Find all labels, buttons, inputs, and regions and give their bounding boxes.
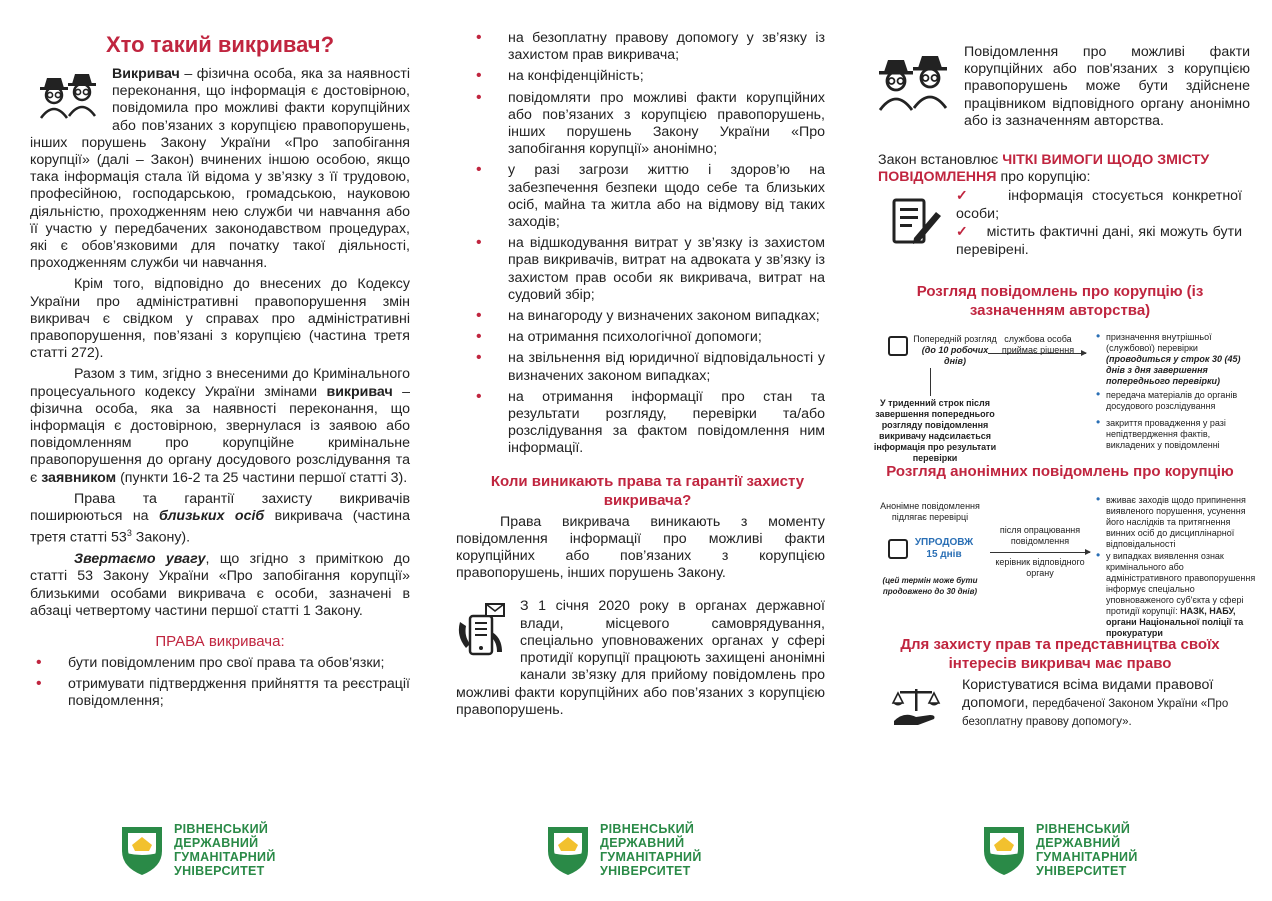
phone-mail-icon [456,602,506,669]
flow2-arrow-bottom: керівник відповідного органу [995,557,1085,579]
channels-paragraph [456,598,825,718]
protect-text-a: Користуватися всіма видами правової допомоги, [962,677,1214,711]
kpk-text-b: – фізична особа, яка за наявності переконання, що інформація є достовірною, звернулася із заявою або повідомленням про корупційне кримінальне правопорушення до органу досудового розслідування та є [30,383,410,486]
university-emblem-icon [544,823,592,877]
flow1-bullet-1 [1096,332,1256,387]
flow1-bullet-1-note: (проводиться у строк 30 (45) днів з дня завершення попереднього перевірки) [1106,354,1241,387]
definition-paragraph [30,66,410,272]
logo-line-4: УНІВЕРСИТЕТ [600,864,691,878]
university-logo-3 [980,822,1138,878]
flow1-arrow-down [930,368,931,396]
logo-line-1: РІВНЕНСЬКИЙ [600,822,695,836]
list-item: • на безоплатну правову допомогу у зв’язку із захистом прав викривача; [470,30,825,64]
calendar-icon [888,539,908,559]
column-1 [30,0,410,901]
kpk-text-c: (пункти 16-2 та 25 частини першої статті 3). [116,469,408,486]
list-item: • повідомляти про можливі факти корупційних або пов’язаних з корупцією правопорушень, інших порушень Закону України «Про запобігання корупції» анонімно; [470,90,825,159]
calendar-icon [888,336,908,356]
list-item: • на винагороду у визначених законом випадках; [470,308,825,325]
check-icon: ✓ [956,188,973,205]
requirements-block [870,188,1250,258]
flow1-box1-title: Попередній розгляд [913,334,997,345]
rights-list-2 [470,30,825,458]
logo-line-3: ГУМАНІТАРНИЙ [1036,850,1138,864]
logo-line-4: УНІВЕРСИТЕТ [1036,864,1127,878]
anonymous-paragraph [870,44,1250,130]
requirement-1 [956,188,1242,222]
university-name [1036,822,1138,878]
requirements-intro [870,152,1250,186]
logo-line-1: РІВНЕНСЬКИЙ [1036,822,1131,836]
rights-list-1 [30,655,410,711]
flow2-bullet-1: • вживає заходів щодо припинення виявленого порушення, усунення його наслідків та притягнення винних осіб до дисциплінарної відповідальності [1096,495,1256,550]
flow1-arrow-label: службова особа приймає рішення [1001,334,1075,356]
flow2-arrow-top: після опрацювання повідомлення [999,525,1081,547]
when-text: Права викривача виникають з моменту повідомлення інформації про можливі факти корупційних або пов’язаних з корупцією правопорушень, інших порушень Закону. [456,513,825,582]
kpk-text-a: Разом з тим, згідно з внесеними до Кримінального процесуального кодексу України змінами [30,366,410,400]
logo-line-4: УНІВЕРСИТЕТ [174,864,265,878]
column-3 [870,0,1256,901]
list-item: • на звільнення від юридичної відповідальності у визначених законом випадках; [470,350,825,384]
flow1-title: Розгляд повідомлень про корупцію (із зазначенням авторства) [916,283,1204,320]
flow2-note: (цей термін може бути продовжено до 30 днів) [882,576,978,597]
definition-term: Викривач [112,66,180,82]
university-name [600,822,702,878]
check-icon: ✓ [956,224,969,241]
flow2-top-text: Анонімне повідомлення підлягає перевірці [880,501,980,523]
law-text-b: про корупцію: [996,169,1091,186]
law-red-text: ЧІТКІ ВИМОГИ ЩОДО ЗМІСТУ ПОВІДОМЛЕННЯ [878,152,1210,186]
logo-line-3: ГУМАНІТАРНИЙ [174,850,276,864]
flow1-diagram [870,330,1250,464]
rights-title: ПРАВА викривача: [155,633,285,651]
list-item: • отримувати підтвердження прийняття та реєстрації повідомлення; [30,676,410,710]
flow1-down-text: У триденний строк після завершення попереднього розгляду повідомлення викривачу надсилається інформація про результати перевірки [873,398,997,464]
paragraph-koap: Крім того, відповідно до внесених до Кодексу України про адміністративні правопорушення змін викривач є свідком у справах про адміністративні правопорушення, пов’язані з корупцією (частина третя статті 272). [30,276,410,362]
requirement-2 [956,224,1242,258]
channels-text: З 1 січня 2020 року в органах державної влади, місцевого самоврядування, спеціально уповноважених органах у сфері протидії корупції працюють захищені анонімні канали зв’язку для прийому повідомлень про можливі факти корупційних або пов’язаних з корупцією правопорушень. [456,598,825,718]
logo-line-1: РІВНЕНСЬКИЙ [174,822,269,836]
university-emblem-icon [118,823,166,877]
list-item: • на конфіденційність; [470,68,825,85]
requirement-2-text: містить фактичні дані, які можуть бути перевірені. [956,224,1243,258]
protect-block [870,677,1250,737]
close-text-b: викривача (частина третя статті 53 [30,508,410,547]
flow1-box1-term: (до 10 робочих днів) [921,345,989,367]
detectives-icon [876,50,950,117]
university-logo-2 [544,822,702,878]
paragraph-kpk [30,366,410,486]
flow2-term-b: 15 днів [926,549,962,561]
paragraph-close-persons [30,491,410,547]
document-pen-icon [890,194,946,255]
kpk-term-applicant: заявником [41,469,117,486]
protect-text [962,677,1244,731]
list-item: • на отримання психологічної допомоги; [470,329,825,346]
page-title: Хто такий викривач? [105,32,335,57]
flow1-bullet-2: • передача матеріалів до органів досудового розслідування [1096,390,1256,412]
logo-line-2: ДЕРЖАВНИЙ [174,836,259,850]
justice-scales-icon [890,685,942,738]
flow1-bullet-1-text: призначення внутрішньої (службової) перевірки [1106,332,1212,354]
kpk-term: викривач [326,383,393,400]
attention-term: Звертаємо увагу [74,551,206,568]
close-term: близьких осіб [158,508,265,525]
list-item: • на відшкодування витрат у зв’язку із захистом прав викривачів, витрат на адвоката у зв’язку із захистом прав особи як викривача, витрат на судовий збір; [470,235,825,304]
close-text-a: Права та гарантії захисту викривачів поширюються на [30,490,410,525]
flow2-bullet-2-text: у випадках виявлення ознак кримінального або адміністративного правопорушення інформує спеціально уповноваженого суб'єкта у сфері протидії корупції: [1106,551,1256,617]
logo-line-2: ДЕРЖАВНИЙ [600,836,685,850]
law-text-a: Закон встановлює [878,152,1003,169]
close-text-c: Закону). [131,530,191,547]
list-item: • у разі загрози життю і здоров’ю на забезпечення безпеки щодо себе та близьких осіб, майна та житла або на відмову від таких заходів; [470,162,825,231]
flow2-title: Розгляд анонімних повідомлень про корупцію [886,463,1234,481]
flow1-bullet-3: • закриття провадження у разі непідтвердження фактів, викладених у повідомленні [1096,418,1256,451]
paragraph-attention [30,551,410,620]
flow2-arrow-right [990,552,1090,553]
flow2-bullet-2-bold: НАЗК, НАБУ, органи Національної поліції та прокуратури [1106,606,1244,639]
logo-line-2: ДЕРЖАВНИЙ [1036,836,1121,850]
close-sup: 3 [126,528,132,539]
flow2-term-a: УПРОДОВЖ [914,537,974,549]
detectives-icon [38,68,100,125]
flow2-diagram [870,491,1256,639]
list-item: • бути повідомленим про свої права та обов’язки; [30,655,410,672]
requirement-1-text: інформація стосується конкретної особи; [956,188,1242,222]
list-item: • на отримання інформації про стан та результати розгляду, перевірки та/або розслідування за фактом повідомлення ним інформації. [470,389,825,458]
anonymous-text: Повідомлення про можливі факти корупційних або пов'язаних з корупцією правопорушень може бути здійснене працівником відповідного органу анонімно або із зазначенням авторства. [964,44,1250,129]
attention-text: , що згідно з приміткою до статті 53 Закону України «Про запобігання корупції» близькими особами викривача є особи, зазначені в абзаці четвертому частини першої статті 1 Закону. [30,551,410,619]
flow2-bullet-2 [1096,551,1256,639]
protect-text-b: передбаченої Законом України «Про безоплатну правову допомогу». [962,697,1229,728]
university-name [174,822,276,878]
university-emblem-icon [980,823,1028,877]
definition-text: – фізична особа, яка за наявності переконання, що інформація є достовірною, повідомила про можливі факти корупційних або пов’язаних з корупцією правопорушень, інших порушень Закону України «Про запобігання корупції» (далі – Закон) вчинених іншою особою, якщо така інформація стала їй відома у зв’язку з її трудовою, професійною, господарською, громадською, науковою діяльністю, проходженням нею служби чи навчання або її участю у передбачених законодавством процедурах, які є обов’язковими для початку такої діяльності, проходженням служби чи навчання. [30,66,410,272]
when-title: Коли виникають права та гарантії захисту викривача? [490,472,805,509]
flow2-term [914,537,974,561]
protect-title: Для захисту прав та представництва своїх інтересів викривач має право [900,636,1220,673]
logo-line-3: ГУМАНІТАРНИЙ [600,850,702,864]
column-2 [456,0,825,901]
flow1-box1 [910,334,1000,367]
university-logo-1 [118,822,276,878]
